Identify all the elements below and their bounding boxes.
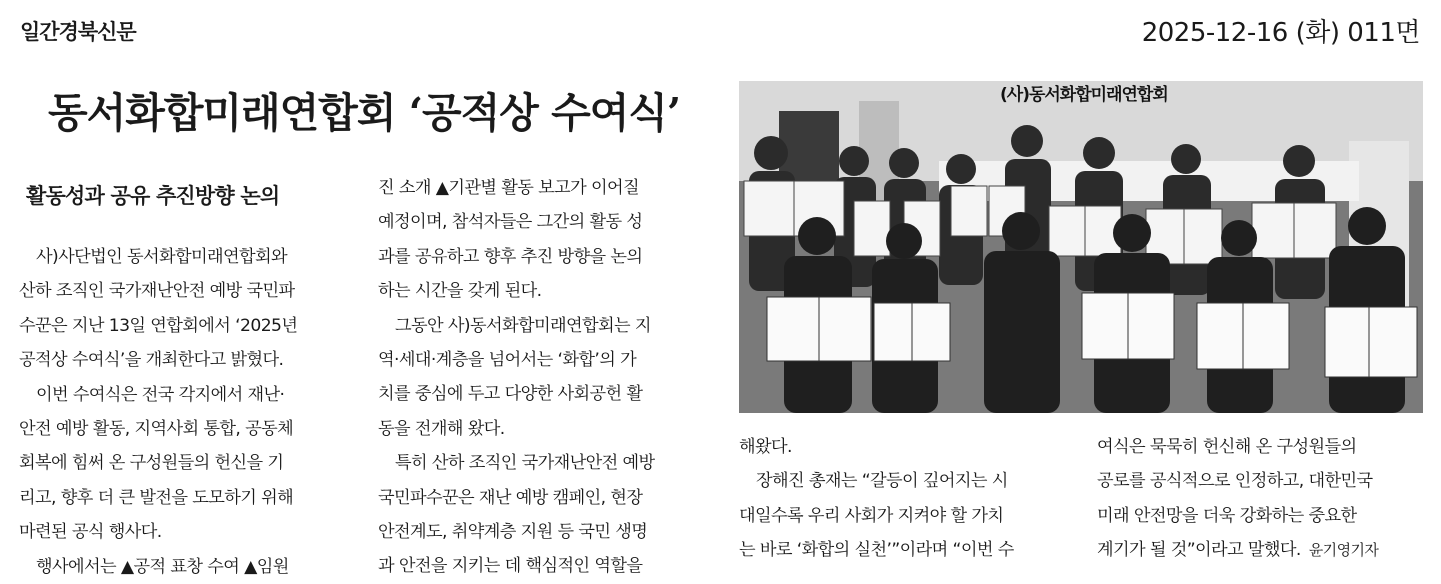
text-line: 여식은 묵묵히 헌신해 온 구성원들의 bbox=[1097, 437, 1357, 457]
text-line: 치를 중심에 두고 다양한 사회공헌 활 bbox=[378, 384, 643, 405]
date-and-page: 2025-12-16 (화) 011면 bbox=[1141, 18, 1420, 48]
newspaper-name: 일간경북신문 bbox=[20, 20, 136, 44]
text-line: 안전 예방 활동, 지역사회 통합, 공동체 bbox=[19, 418, 294, 439]
text-line: 장해진 총재는 “갈등이 깊어지는 시 bbox=[756, 471, 1008, 492]
text-line: 행사에서는 ▲공적 표창 수여 ▲임원 bbox=[36, 556, 289, 577]
text-line: 공로를 공식적으로 인정하고, 대한민국 bbox=[1097, 471, 1373, 492]
text-line: 대일수록 우리 사회가 지켜야 할 가치 bbox=[739, 505, 1004, 526]
text-line: 하는 시간을 갖게 된다. bbox=[378, 281, 542, 302]
text-line: 그동안 사)동서화합미래연합회는 지 bbox=[395, 315, 651, 336]
closing-text: 계기가 될 것”이라고 말했다. bbox=[1097, 540, 1301, 561]
article-column-4 bbox=[1097, 430, 1427, 568]
text-line: 산하 조직인 국가재난안전 예방 국민파 bbox=[19, 281, 295, 302]
text-line: 안전계도, 취약계층 지원 등 국민 생명 bbox=[378, 521, 648, 542]
photo-banner-text: (사)동서화합미래연합회 bbox=[1000, 85, 1168, 105]
article-column-1 bbox=[19, 240, 349, 584]
text-line: 동을 전개해 왔다. bbox=[378, 418, 505, 439]
text-line: 마련된 공식 행사다. bbox=[19, 522, 162, 543]
text-line: 사)사단법인 동서화합미래연합회와 bbox=[36, 247, 288, 267]
text-line: 과 안전을 지키는 데 핵심적인 역할을 bbox=[378, 556, 643, 577]
text-line: 는 바로 ‘화합의 실천’”이라며 “이번 수 bbox=[739, 540, 1014, 561]
text-line: 미래 안전망을 더욱 강화하는 중요한 bbox=[1097, 505, 1357, 526]
text-line: 예정이며, 참석자들은 그간의 활동 성 bbox=[378, 212, 643, 233]
text-line: 진 소개 ▲기관별 활동 보고가 이어질 bbox=[378, 178, 639, 198]
text-line: 리고, 향후 더 큰 발전을 도모하기 위해 bbox=[19, 487, 294, 508]
text-line: 공적상 수여식’을 개최한다고 밝혔다. bbox=[19, 350, 284, 371]
text-line: 해왔다. bbox=[739, 437, 792, 457]
ceremony-photo bbox=[739, 81, 1423, 413]
text-line: 이번 수여식은 전국 각지에서 재난· bbox=[36, 384, 285, 405]
text-line: 과를 공유하고 향후 추진 방향을 논의 bbox=[378, 246, 643, 267]
subheadline: 활동성과 공유 추진방향 논의 bbox=[26, 183, 280, 208]
text-line bbox=[1097, 533, 1427, 567]
headline: 동서화합미래연합회 ‘공적상 수여식’ bbox=[48, 89, 681, 137]
article-column-2 bbox=[378, 171, 708, 584]
article-column-3 bbox=[739, 430, 1069, 568]
article-photo bbox=[739, 81, 1423, 413]
text-line: 회복에 힘써 온 구성원들의 헌신을 기 bbox=[19, 453, 284, 474]
text-line: 국민파수꾼은 재난 예방 캠페인, 현장 bbox=[378, 487, 643, 508]
text-line: 특히 산하 조직인 국가재난안전 예방 bbox=[395, 453, 655, 474]
text-line: 수꾼은 지난 13일 연합회에서 ‘2025년 bbox=[19, 315, 298, 336]
text-line: 역·세대·계층을 넘어서는 ‘화합’의 가 bbox=[378, 349, 637, 370]
byline: 윤기영기자 bbox=[1308, 541, 1379, 560]
